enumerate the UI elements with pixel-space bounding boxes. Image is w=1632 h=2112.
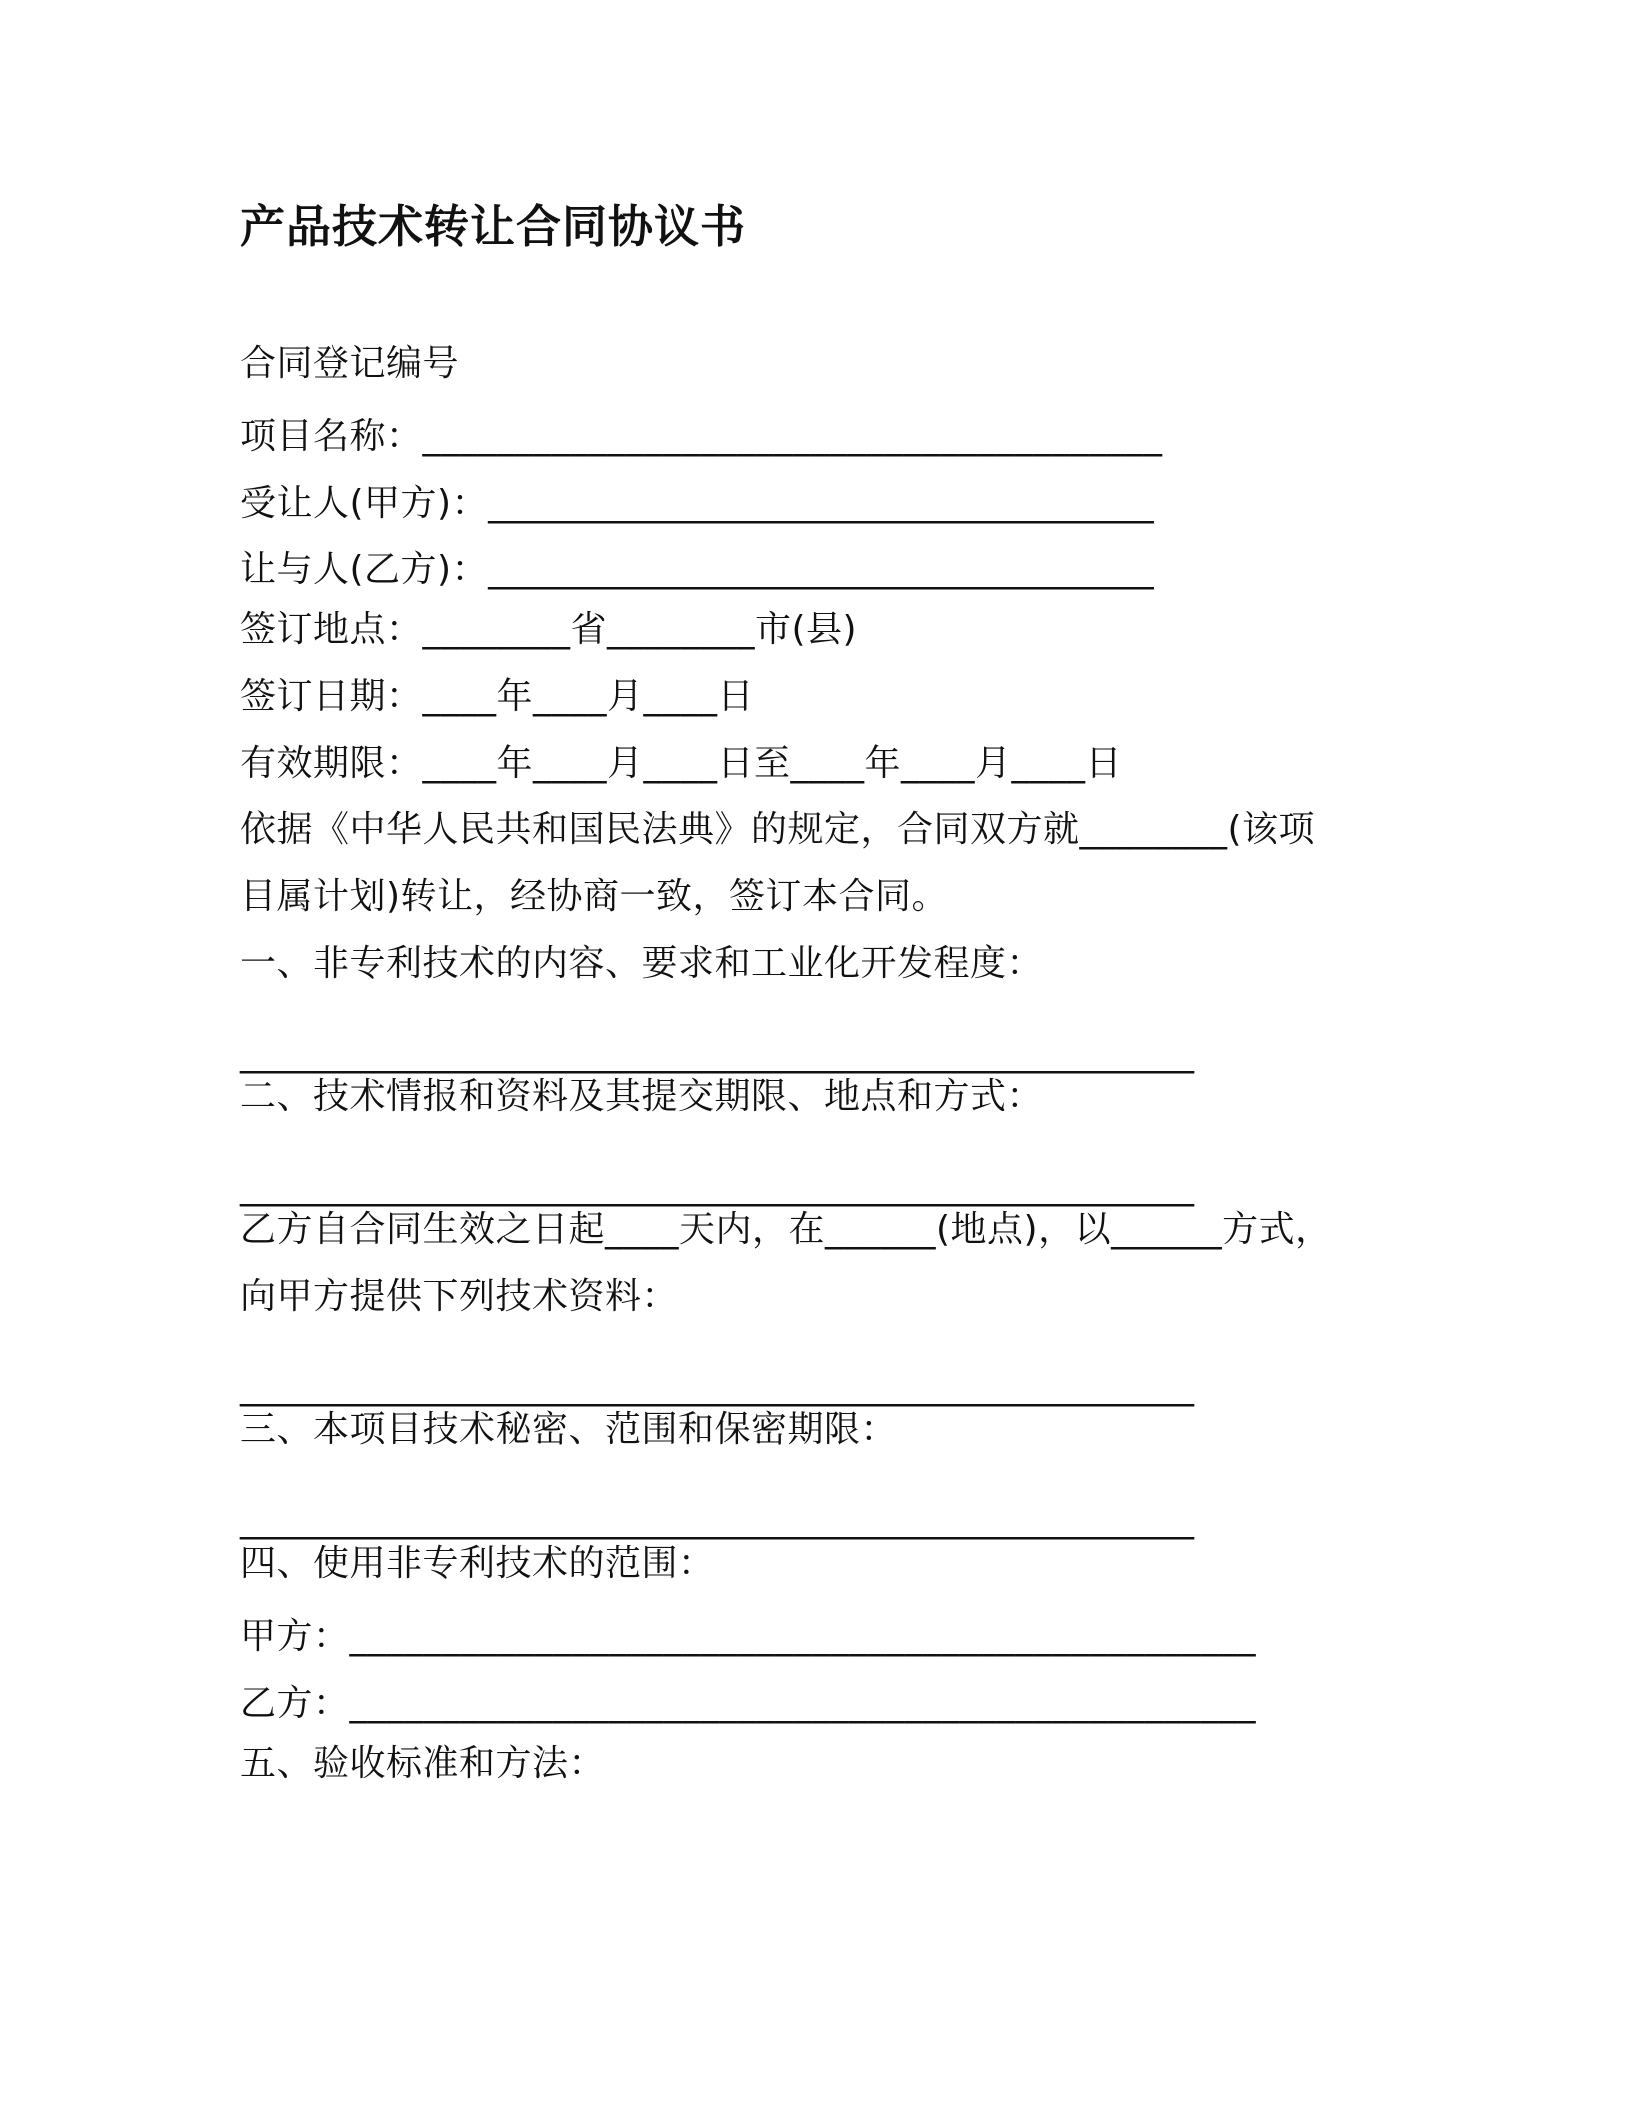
registration-number-label: 合同登记编号 [240, 343, 460, 384]
basis-paragraph-line-1: 依据《中华人民共和国民法典》的规定，合同双方就________(该项 [240, 809, 1316, 850]
section-5-heading: 五、验收标准和方法： [240, 1743, 606, 1784]
party-a-line: 受让人(甲方)：____________________________________ [240, 483, 1155, 524]
signing-date-line: 签订日期：____年____月____日 [240, 676, 755, 717]
provision-paragraph-line-2: 向甲方提供下列技术资料： [240, 1276, 679, 1317]
basis-paragraph-line-2: 目属计划)转让，经协商一致，签订本合同。 [240, 876, 949, 917]
document-title: 产品技术转让合同协议书 [240, 200, 747, 253]
section-2-blank-line: _____________________________________________________ [240, 1166, 1194, 1207]
section-3-blank-line: _____________________________________________________ [240, 1499, 1194, 1540]
provision-blank-line: _____________________________________________________ [240, 1366, 1194, 1407]
validity-period-line: 有效期限：____年____月____日至____年____月____日 [240, 743, 1123, 784]
section-1-heading: 一、非专利技术的内容、要求和工业化开发程度： [240, 943, 1044, 984]
signing-place-line: 签订地点：________省________市(县) [240, 609, 858, 650]
section-4-heading: 四、使用非专利技术的范围： [240, 1543, 715, 1584]
project-name-line: 项目名称：________________________________________ [240, 416, 1163, 457]
section-1-blank-line: _____________________________________________________ [240, 1033, 1194, 1074]
party-b-line: 让与人(乙方)：____________________________________ [240, 549, 1155, 590]
provision-paragraph-line-1: 乙方自合同生效之日起____天内，在______(地点)，以______方式， [240, 1209, 1332, 1250]
section-4-party-a-line: 甲方：_________________________________________________ [240, 1616, 1257, 1657]
section-4-party-b-line: 乙方：_________________________________________________ [240, 1683, 1257, 1724]
section-3-heading: 三、本项目技术秘密、范围和保密期限： [240, 1409, 898, 1450]
section-2-heading: 二、技术情报和资料及其提交期限、地点和方式： [240, 1076, 1044, 1117]
